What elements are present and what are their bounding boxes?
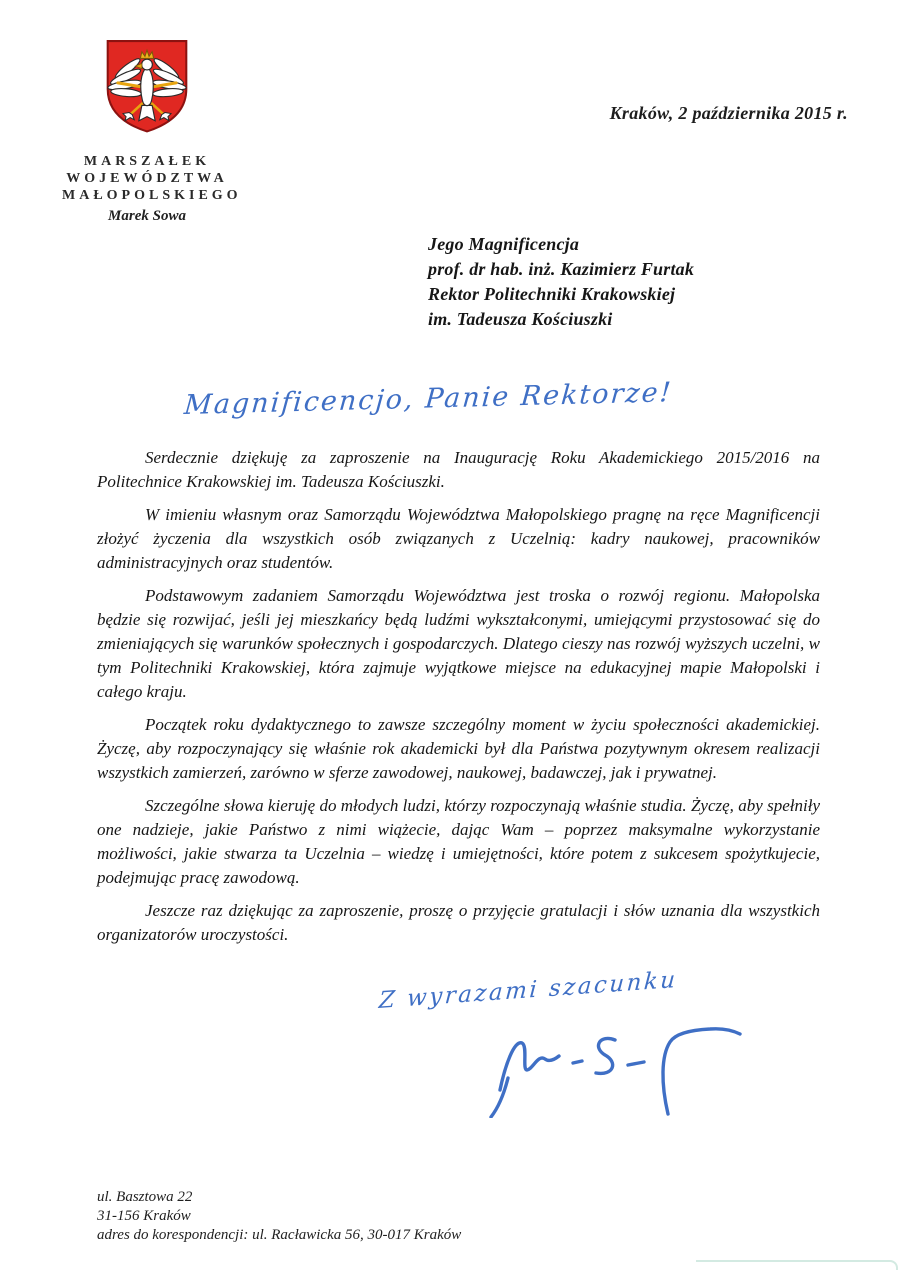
paragraph-5: Szczególne słowa kieruję do młodych ludzi, którzy rozpoczynają właśnie studia. Życzę, aby spełniły one nadzieje, jakie Państwo z nimi wiążecie, dając Wam – poprzez maksymalne wykorzystanie możliwości, jakie stwarza ta Uczelnia – wiedzę i umiejętności, które potem z sukcesem spożytkujecie, podejmując pracę zawodową. <box>97 796 820 887</box>
handwritten-signature <box>478 1018 743 1123</box>
recipient-block <box>428 232 694 332</box>
scan-edge-artifact <box>696 1260 898 1270</box>
sender-name: Marek Sowa <box>108 208 186 224</box>
footer-address-line-1: ul. Basztowa 22 <box>97 1189 193 1205</box>
letter-body <box>97 446 820 956</box>
date-line: Kraków, 2 października 2015 r. <box>609 103 848 123</box>
footer-address-line-3: adres do korespondencji: ul. Racławicka 56, 30-017 Kraków <box>97 1227 462 1243</box>
paragraph-3: Podstawowym zadaniem Samorządu Województwa jest troska o rozwój regionu. Małopolska będzie się rozwijać, jeśli jej mieszkańcy będą ludźmi wykształconymi, umiejącymi przystosować się do zmieniających się warunków społecznych i gospodarczych. Dlatego cieszy nas rozwój wyższych uczelni, w tym Politechniki Krakowskiej, która zajmuje wyjątkowe miejsce na edukacyjnej mapie Małopolski i całego kraju. <box>97 586 820 701</box>
letterhead <box>62 38 242 225</box>
recipient-line-3: Rektor Politechniki Krakowskiej <box>428 284 676 304</box>
recipient-line-1: Jego Magnificencja <box>428 234 580 254</box>
signature-stroke-icon <box>478 1018 743 1118</box>
footer-address <box>97 1188 461 1245</box>
malopolska-coat-of-arms-icon <box>103 38 191 135</box>
sender-title-line3: MAŁOPOLSKIEGO <box>62 188 242 203</box>
recipient-line-4: im. Tadeusza Kościuszki <box>428 309 613 329</box>
handwritten-salutation: Magnificencjo, Panie Rektorze! <box>183 377 674 421</box>
paragraph-1: Serdecznie dziękuję za zaproszenie na Inaugurację Roku Akademickiego 2015/2016 na Politechnice Krakowskiej im. Tadeusza Kościuszki. <box>97 448 820 491</box>
sender-title-line2: WOJEWÓDZTWA <box>66 171 228 186</box>
paragraph-4: Początek roku dydaktycznego to zawsze szczególny moment w życiu społeczności akademickiej. Życzę, aby rozpoczynający się właśnie rok akademicki był dla Państwa pozytywnym okresem realizacji wszystkich zamierzeń, zarówno w sferze zawodowej, naukowej, badawczej, jak i prywatnej. <box>97 715 820 782</box>
recipient-line-2: prof. dr hab. inż. Kazimierz Furtak <box>428 259 695 279</box>
footer-address-line-2: 31-156 Kraków <box>97 1208 191 1224</box>
handwritten-closing: Z wyrazami szacunku <box>378 966 679 1014</box>
sender-title-line1: MARSZAŁEK <box>83 154 211 169</box>
paragraph-6: Jeszcze raz dziękując za zaproszenie, proszę o przyjęcie gratulacji i słów uznania dla wszystkich organizatorów uroczystości. <box>97 901 820 944</box>
paragraph-2: W imieniu własnym oraz Samorządu Województwa Małopolskiego pragnę na ręce Magnificencji złożyć życzenia dla wszystkich osób związanych z Uczelnią: kadry naukowej, pracowników administracyjnych oraz studentów. <box>97 505 820 572</box>
